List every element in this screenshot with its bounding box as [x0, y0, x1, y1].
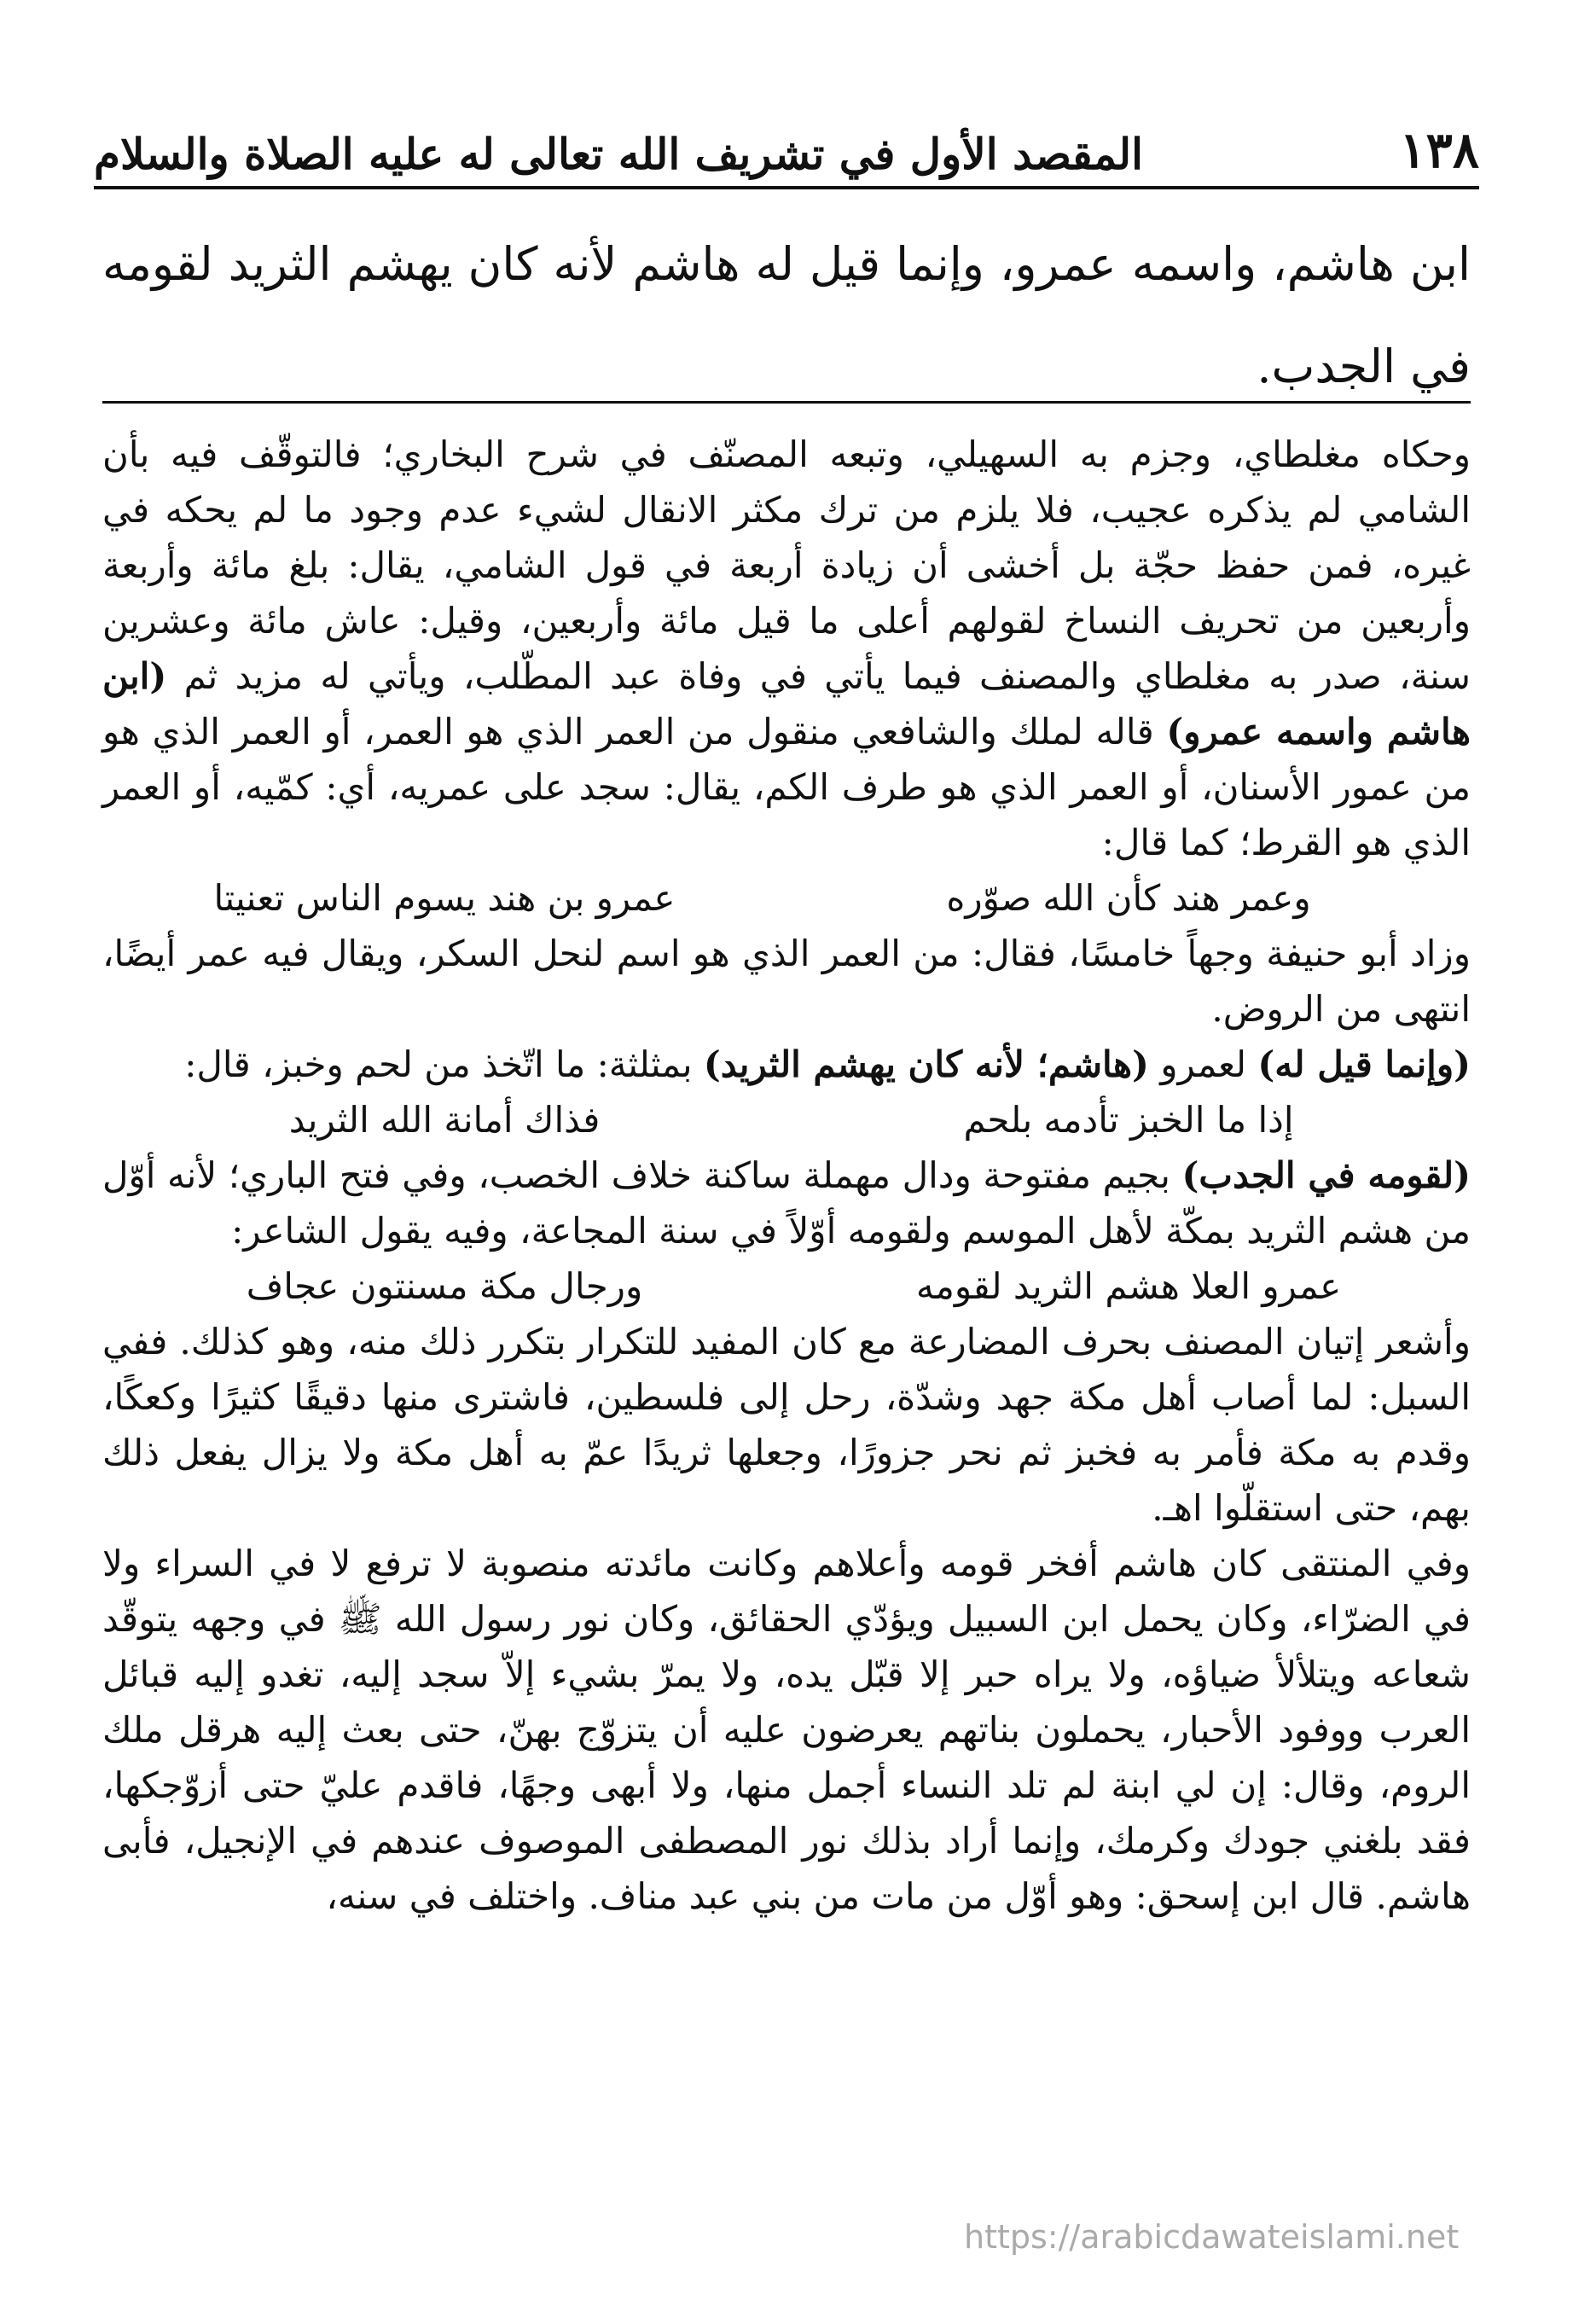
verse-1-first-hemistich: وعمر هند كأن الله صوّره — [946, 877, 1311, 919]
commentary — [102, 427, 1471, 1924]
commentary-text: بمثلثة: ما اتّخذ من لحم وخبز، قال: — [184, 1043, 693, 1085]
page-number: ١٣٨ — [1399, 121, 1479, 179]
page-header — [94, 102, 1479, 189]
commentary-text: وحكاه مغلطاي، وجزم به السهيلي، وتبعه المصنّف في شرح البخاري؛ فالتوقّف فيه بأن الشامي لم يذكره عجيب، فلا يلزم من ترك مكثر الانقال لشيء عدم وجود ما لم يحكه في غيره، فمن حفظ حجّة بل أخشى أن زيادة أربعة في قول الشامي، يقال: بلغ مائة وأربعة وأربعين من تحريف النساخ لقولهم أعلى ما قيل مائة وأربعين، وقيل: عاش مائة وعشرين سنة، صدر به مغلطاي والمصنف فيما يأتي في وفاة عبد المطّلب، ويأتي له مزيد ثم — [102, 433, 1471, 697]
verse-2-first-hemistich: إذا ما الخبز تأدمه بلحم — [963, 1099, 1294, 1141]
verse-2 — [102, 1092, 1471, 1147]
commentary-lemma: (هاشم؛ لأنه كان يهشم الثريد) — [703, 1043, 1149, 1085]
verse-3 — [102, 1258, 1471, 1314]
running-title: المقصد الأول في تشريف الله تعالى له عليه الصلاة والسلام — [94, 129, 1144, 179]
commentary-lemma: (وإنما قيل له) — [1257, 1043, 1471, 1085]
commentary-paragraph-2: وزاد أبو حنيفة وجهاً خامسًا، فقال: من العمر الذي هو اسم لنحل السكر، ويقال فيه عمر أيضًا، انتهى من الروض. — [102, 933, 1471, 1030]
commentary-paragraph-1 — [102, 427, 1471, 870]
commentary-text: لعمرو — [1160, 1043, 1247, 1085]
main-paragraph: ابن هاشم، واسمه عمرو، وإنما قيل له هاشم لأنه كان يهشم الثريد لقومه في الجدب. — [102, 237, 1471, 393]
commentary-paragraph-6: وفي المنتقى كان هاشم أفخر قومه وأعلاهم وكانت مائدته منصوبة لا ترفع لا في السراء ولا في الضرّاء، وكان يحمل ابن السبيل ويؤدّي الحقائق، وكان نور رسول الله ﷺ في وجهه يتوقّد شعاعه ويتلألأ ضياؤه، ولا يراه حبر إلا قبّل يده، ولا يمرّ بشيء إلاّ سجد إليه، تغدو إليه قبائل العرب ووفود الأحبار، يحملون بناتهم يعرضون عليه أن يتزوّج بهنّ، حتى بعث إليه هرقل ملك الروم، وقال: إن لي ابنة لم تلد النساء أجمل منها، ولا أبهى وجهًا، فاقدم عليّ حتى أزوّجكها، فقد بلغني جودك وكرمك، وإنما أراد بذلك نور المصطفى الموصوف عندهم في الإنجيل، فأبى هاشم. قال ابن إسحق: وهو أوّل من مات من بني عبد مناف. واختلف في سنه، — [102, 1543, 1471, 1917]
commentary-text: بجيم مفتوحة ودال مهملة ساكنة خلاف الخصب، وفي فتح الباري؛ لأنه أوّل من هشم الثريد بمكّة لأهل الموسم ولقومه أوّلاً في سنة المجاعة، وفيه يقول الشاعر: — [102, 1154, 1471, 1252]
verse-2-second-hemistich: فذاك أمانة الله الثريد — [288, 1099, 601, 1141]
commentary-paragraph-4 — [102, 1147, 1471, 1258]
commentary-lemma: (ابن هاشم واسمه عمرو) — [102, 655, 1471, 752]
footnote-divider — [102, 401, 1471, 404]
verse-3-first-hemistich: عمرو العلا هشم الثريد لقومه — [915, 1265, 1342, 1307]
verse-1 — [102, 870, 1471, 926]
commentary-lemma: (لقومه في الجدب) — [1181, 1154, 1471, 1196]
commentary-paragraph-5: وأشعر إتيان المصنف بحرف المضارعة مع كان المفيد للتكرار بتكرر ذلك منه، وهو كذلك. ففي السبل: لما أصاب أهل مكة جهد وشدّة، رحل إلى فلسطين، فاشترى منها دقيقًا كثيرًا وكعكًا، وقدم به مكة فأمر به فخبز ثم نحر جزورًا، وجعلها ثريدًا عمّ به أهل مكة ولا يزال يفعل ذلك بهم، حتى استقلّوا اهـ. — [102, 1321, 1471, 1529]
verse-1-second-hemistich: عمرو بن هند يسوم الناس تعنيتا — [213, 877, 676, 919]
watermark-url: https://arabicdawateislami.net — [964, 2218, 1460, 2256]
commentary-text: قاله لملك والشافعي منقول من العمر الذي هو العمر، أو العمر الذي هو من عمور الأسنان، أو العمر الذي هو طرف الكم، يقال: سجد على عمريه، أي: كمّيه، أو العمر الذي هو القرط؛ كما قال: — [102, 711, 1471, 863]
commentary-paragraph-3 — [102, 1037, 1471, 1092]
verse-3-second-hemistich: ورجال مكة مسنتون عجاف — [246, 1265, 643, 1307]
main-text — [102, 213, 1471, 418]
